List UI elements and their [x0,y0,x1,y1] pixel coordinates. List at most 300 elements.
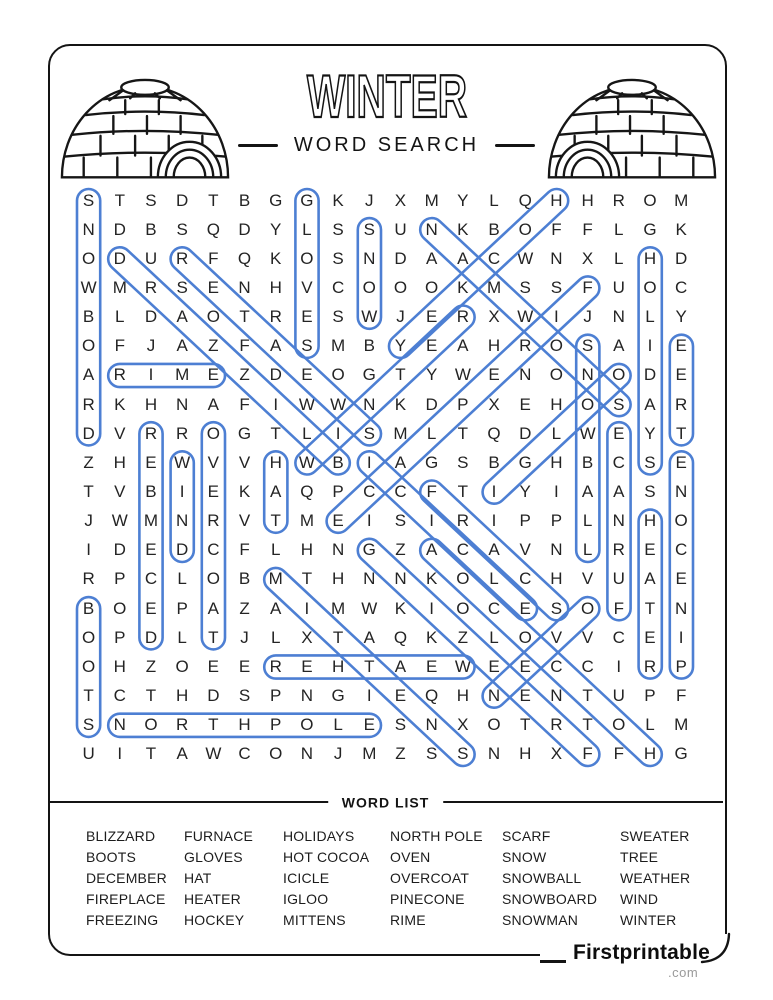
grid-cell: E [675,336,687,356]
grid-cell: W [80,277,97,297]
grid-cell: I [554,307,559,327]
grid-cell: C [363,481,376,501]
grid-cell: N [82,219,95,239]
word-list-column [620,826,716,931]
grid-cell: H [331,656,345,676]
grid-cell: A [581,481,594,501]
grid-cell: Q [206,219,220,239]
grid-cell: C [487,598,501,618]
grid-cell: T [83,481,94,501]
grid-cell: Z [239,598,250,618]
word-list-item: SNOWBALL [502,870,582,886]
grid-cell: F [239,394,250,414]
grid-cell: A [394,656,407,676]
grid-cell: V [114,423,126,443]
grid-cell: S [457,744,469,764]
grid-cell: O [456,569,470,589]
grid-cell: P [114,627,126,647]
grid-cell: M [268,569,283,589]
grid-cell: P [270,685,282,705]
grid-cell: Q [518,190,532,210]
grid-cell: M [331,598,346,618]
grid-cell: N [113,715,126,735]
grid-cell: N [363,248,376,268]
grid-cell: B [238,190,251,210]
grid-cell: A [176,744,188,764]
grid-cell: W [205,744,222,764]
grid-cell: A [457,248,469,268]
grid-cell: I [554,481,559,501]
grid-cell: A [394,452,407,472]
grid-cell: C [487,248,501,268]
subtitle-row [0,134,773,157]
grid-cell: R [144,423,158,443]
grid-cell: E [207,365,220,385]
grid-cell: F [582,744,593,764]
grid-cell: E [488,656,500,676]
grid-cell: I [491,481,497,501]
grid-cell: M [175,365,190,385]
word-list-item: TREE [620,849,659,865]
grid-cell: N [487,744,501,764]
grid-cell: R [456,511,469,531]
grid-cell: H [176,685,189,705]
word-list-item: DECEMBER [86,870,167,886]
grid-cell: L [614,248,624,268]
grid-cell: D [113,248,126,268]
grid-cell: R [550,715,563,735]
grid-cell: N [425,715,438,735]
word-list-item: RIME [390,912,426,928]
grid-cell: S [332,219,344,239]
word-list-item: PINECONE [390,891,465,907]
grid-cell: T [644,598,656,618]
grid-cell: O [81,336,96,356]
grid-cell: S [301,336,313,356]
grid-cell: S [613,394,625,414]
grid-cell: I [491,511,497,531]
grid-cell: H [300,540,314,560]
title-art [247,60,527,130]
grid-cell: D [144,307,158,327]
grid-cell: G [362,365,376,385]
grid-cell: W [361,307,378,327]
grid-cell: L [333,715,343,735]
grid-cell: Z [83,452,94,472]
grid-cell: R [144,277,158,297]
title-block [0,60,773,157]
grid-cell: V [519,540,531,560]
grid-cell: A [613,336,625,356]
grid-cell: C [456,540,469,560]
word-list-item: WEATHER [620,870,691,886]
grid-cell: C [519,569,532,589]
grid-cell: S [519,277,531,297]
grid-cell: B [488,219,500,239]
grid-cell: H [487,336,501,356]
grid-cell: S [238,685,251,705]
footer-dash-icon [540,960,566,963]
grid-cell: C [612,627,625,647]
grid-cell: M [393,423,408,443]
grid-cell: V [581,569,594,589]
grid-cell: G [269,190,283,210]
grid-cell: Y [675,307,687,327]
grid-cell: G [674,744,688,764]
grid-cell: R [82,569,95,589]
grid-cell: G [643,219,657,239]
grid-cell: C [394,481,407,501]
grid-cell: L [582,511,593,531]
word-list-item: SNOWBOARD [502,891,598,907]
grid-cell: F [613,598,624,618]
grid-cell: O [393,277,408,297]
grid-cell: W [174,452,191,472]
grid-cell: O [549,336,564,356]
grid-cell: R [675,394,688,414]
grid-cell: K [394,394,407,414]
grid-cell: I [366,511,372,531]
grid-cell: Y [425,365,438,385]
grid-cell: F [239,540,250,560]
grid-cell: Y [519,481,531,501]
grid-cell: D [144,627,158,647]
grid-cell: H [581,190,594,210]
grid-cell: S [176,219,188,239]
grid-cell: Q [300,481,314,501]
grid-cell: N [300,685,314,705]
grid-cell: Y [457,190,469,210]
grid-cell: G [237,423,252,443]
grid-cell: E [488,365,500,385]
grid-cell: K [394,598,407,618]
word-list-item: ICICLE [283,870,330,886]
grid-cell: C [207,540,220,560]
grid-cell: Z [395,540,406,560]
grid-cell: A [488,540,500,560]
grid-cell: N [675,598,688,618]
grid-cell: G [300,190,314,210]
grid-cell: X [488,394,500,414]
grid-cell: L [489,190,499,210]
grid-cell: H [550,452,563,472]
grid-cell: E [301,656,313,676]
grid-cell: F [582,219,593,239]
grid-cell: D [113,540,126,560]
grid-cell: H [643,248,657,268]
word-list-item: SNOW [502,849,547,865]
grid-cell: L [115,307,125,327]
grid-cell: E [238,656,251,676]
grid-cell: A [363,627,375,647]
grid-cell: M [299,511,314,531]
grid-cell: X [488,307,500,327]
grid-cell: O [580,598,595,618]
grid-cell: Q [393,627,408,647]
grid-cell: I [273,394,279,414]
grid-cell: R [612,540,625,560]
grid-cell: E [519,394,531,414]
grid-cell: L [614,219,624,239]
grid-cell: E [301,365,313,385]
grid-cell: W [454,656,471,676]
grid-cell: N [612,511,625,531]
grid-cell: W [454,365,471,385]
grid-cell: T [582,715,593,735]
grid-cell: C [113,685,126,705]
grid-cell: E [425,336,438,356]
grid-cell: T [114,190,125,210]
grid-cell: D [113,219,126,239]
grid-cell: B [332,452,344,472]
grid-cell: J [146,336,156,356]
word-list-item: FIREPLACE [86,891,166,907]
grid-cell: R [456,307,469,327]
grid-cell: I [429,511,435,531]
grid-cell: T [675,423,687,443]
grid-cell: H [519,744,532,764]
grid-cell: I [86,540,91,560]
grid-cell: N [675,481,688,501]
grid-cell: E [394,685,407,705]
grid-cell: O [518,219,532,239]
grid-cell: F [114,336,125,356]
grid-cell: S [550,598,563,618]
grid-cell: U [144,248,158,268]
grid-cell: E [301,307,313,327]
subtitle-dash-left-icon [238,144,278,147]
word-list-item: FREEZING [86,912,159,928]
grid-cell: A [82,365,95,385]
grid-cell: Z [239,365,250,385]
grid-cell: U [82,744,95,764]
word-list-columns [86,826,716,931]
grid-cell: N [331,540,345,560]
grid-cell: W [298,452,315,472]
grid-cell: O [206,307,220,327]
grid-cell: U [394,219,407,239]
grid-cell: H [113,452,126,472]
page-subtitle: WORD SEARCH [293,134,480,156]
grid-cell: V [238,511,251,531]
grid-cell: E [332,511,344,531]
grid-cell: K [238,481,251,501]
grid-cell: L [270,627,281,647]
grid-cell: C [612,452,625,472]
grid-cell: M [143,511,159,531]
grid-cell: R [207,511,220,531]
grid-cell: I [304,598,310,618]
grid-cell: O [487,715,501,735]
grid-cell: T [83,685,94,705]
grid-cell: A [644,394,656,414]
word-list-item: BLIZZARD [86,828,156,844]
word-list-item: HOCKEY [184,912,245,928]
grid-cell: O [206,423,220,443]
grid-cell: I [678,627,684,647]
grid-cell: N [176,394,189,414]
grid-cell: H [643,511,657,531]
grid-cell: N [394,569,407,589]
word-list-item: HEATER [184,891,241,907]
grid-cell: P [457,394,469,414]
word-list-item: SCARF [502,828,551,844]
grid-cell: E [425,307,438,327]
grid-cell: A [270,598,282,618]
grid-cell: Z [457,627,469,647]
grid-cell: F [582,277,593,297]
grid-cell: V [301,277,313,297]
grid-cell: E [145,598,157,618]
grid-cell: L [645,715,655,735]
word-list-separator [48,794,723,811]
grid-cell: Y [644,423,656,443]
grid-cell: N [300,744,314,764]
grid-cell: W [517,307,534,327]
grid-cell: J [365,190,374,210]
grid-cell: B [488,452,500,472]
grid-cell: O [300,248,314,268]
grid-cell: V [207,452,220,472]
grid-cell: W [361,598,378,618]
grid-cell: O [113,598,127,618]
grid-cell: T [332,627,344,647]
grid-cell: O [549,365,564,385]
grid-cell: A [644,569,656,589]
grid-cell: U [612,277,625,297]
grid-cell: E [145,540,157,560]
brand-tld: .com [668,965,699,980]
grid-cell: W [579,423,596,443]
grid-cell: C [238,744,251,764]
grid-cell: N [550,685,563,705]
grid-cell: I [117,744,123,764]
grid-cell: T [457,481,469,501]
grid-cell: Z [395,744,406,764]
grid-cell: O [175,656,189,676]
grid-cell: G [331,685,345,705]
grid-cell: W [111,511,128,531]
grid-cell: O [612,365,626,385]
word-list-column [184,826,283,931]
subtitle-dash-right-icon [495,144,535,147]
grid-cell: N [581,365,594,385]
grid-cell: Q [487,423,501,443]
grid-cell: B [145,481,157,501]
grid-cell: O [144,715,158,735]
grid-cell: T [208,190,219,210]
grid-cell: T [208,715,219,735]
grid-cell: L [582,540,593,560]
grid-cell: H [269,277,282,297]
grid-cell: S [332,248,344,268]
grid-cell: R [176,715,189,735]
grid-cell: G [362,540,376,560]
grid-cell: F [208,248,219,268]
grid-cell: T [208,627,219,647]
grid-cell: W [330,394,347,414]
grid-cell: A [425,540,438,560]
grid-cell: L [551,423,562,443]
grid-cell: N [550,248,563,268]
grid-cell: B [238,569,251,589]
grid-cell: V [238,452,251,472]
grid-cell: A [207,598,220,618]
grid-cell: M [674,190,689,210]
grid-cell: J [583,307,592,327]
grid-cell: I [429,598,435,618]
grid-cell: L [426,423,437,443]
grid-cell: F [426,481,437,501]
grid-cell: C [550,656,563,676]
grid-cell: C [331,277,345,297]
grid-cell: O [425,277,439,297]
grid-cell: K [332,190,344,210]
grid-cell: S [145,190,157,210]
grid-cell: K [425,627,438,647]
grid-cell: S [363,423,375,443]
grid-cell: D [238,219,251,239]
grid-cell: E [207,481,220,501]
grid-cell: E [644,540,656,560]
grid-cell: L [302,423,312,443]
word-list-item: OVEN [390,849,431,865]
grid-cell: J [396,307,405,327]
grid-cell: H [269,452,282,472]
grid-cell: P [114,569,126,589]
grid-cell: T [270,511,281,531]
grid-cell: S [644,452,656,472]
word-list-item: MITTENS [283,912,346,928]
grid-cell: E [207,277,220,297]
grid-cell: C [144,569,158,589]
grid-cell: T [364,656,375,676]
grid-cell: O [362,277,376,297]
grid-cell: M [424,190,439,210]
word-list-item: SWEATER [620,828,690,844]
grid-cell: B [581,452,594,472]
grid-cell: P [550,511,563,531]
grid-cell: X [457,715,469,735]
grid-cell: A [425,248,438,268]
grid-cell: I [366,452,372,472]
grid-cell: U [612,685,625,705]
grid-cell: M [331,336,346,356]
grid-cell: O [674,511,688,531]
grid-cell: O [81,248,96,268]
grid-cell: Z [145,656,157,676]
word-list-item: OVERCOAT [390,870,470,886]
grid-cell: F [613,744,624,764]
grid-cell: S [363,219,375,239]
grid-cell: P [176,598,188,618]
grid-cell: D [519,423,532,443]
grid-cell: T [239,307,250,327]
grid-cell: H [456,685,469,705]
grid-cell: O [643,190,657,210]
grid-cell: W [298,394,315,414]
grid-cell: E [675,569,687,589]
grid-cell: H [144,394,158,414]
grid-cell: K [425,569,438,589]
page-title: WINTER [306,63,467,130]
word-list-item: SNOWMAN [502,912,579,928]
word-list-item: IGLOO [283,891,329,907]
grid-cell: I [366,685,372,705]
grid-cell: D [643,365,657,385]
grid-cell: N [176,511,189,531]
grid-cell: N [425,219,438,239]
